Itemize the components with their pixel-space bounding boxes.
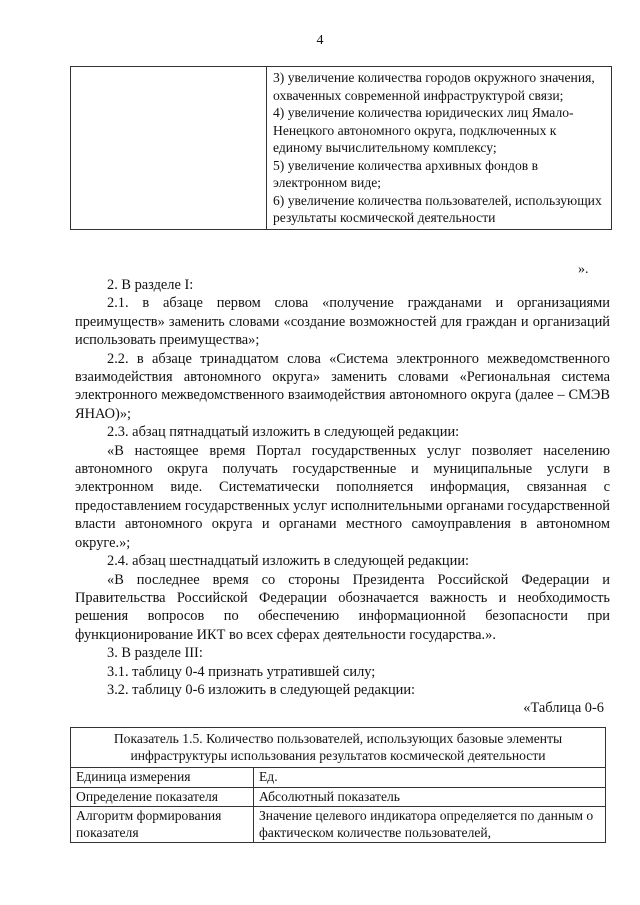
paragraph: «В настоящее время Портал государственных услуг позволяет населению автономного округа получать государственные и муниципальные услуги в электронном виде. Систематически пополняется информация, связанная с предоставлением государственных услуг исполнительными органами государственной власти автономного округа и органами местного самоуправления в автономном округе.»; [75,442,610,551]
row-value: Значение целевого индикатора определяется по данным о фактическом количестве пользователей, [254,807,606,843]
paragraph: 2.4. абзац шестнадцатый изложить в следующей редакции: [107,553,470,570]
paragraph: 2.2. в абзаце тринадцатом слова «Система электронного межведомственного взаимодействия автономного округа» заменить словами «Региональная система электронного межведомственного взаимодействия автономного округа (далее – СМЭВ ЯНАО)»; [75,350,610,422]
row-label: Определение показателя [71,787,254,807]
table-row [71,807,606,843]
list-item: 4) увеличение количества юридических лиц Ямало-Ненецкого автономного округа, подключенных к единому вычислительному комплексу; [273,105,574,155]
indicator-table [70,727,606,843]
closing-quote: ». [578,262,589,277]
body-text [75,276,610,699]
list-item: 5) увеличение количества архивных фондов в электронном виде; [273,157,538,190]
row-label: Алгоритм формирования показателя [71,807,254,843]
empty-cell [71,67,267,230]
paragraph: 3.2. таблицу 0-6 изложить в следующей редакции: [107,681,416,698]
list-item: 6) увеличение количества пользователей, использующих результаты космической деятельности [273,192,602,225]
paragraph: 2. В разделе I: [107,277,194,293]
paragraph: 2.1. в абзаце первом слова «получение гражданами и организациями преимуществ» заменить словами «создание возможностей для граждан и организаций использовать преимущества»; [75,295,610,349]
table-header: Показатель 1.5. Количество пользователей, использующих базовые элементы инфраструктуры использования результатов космической деятельности [71,728,606,768]
row-value: Ед. [254,768,606,788]
row-value: Абсолютный показатель [254,787,606,807]
list-item: 3) увеличение количества городов окружного значения, охваченных современной инфраструктурой связи; [273,70,595,103]
table-caption: «Таблица 0-6 [523,700,604,716]
paragraph: 3.1. таблицу 0-4 признать утратившей силу; [107,663,376,680]
top-table [70,66,612,230]
row-label: Единица измерения [71,768,254,788]
paragraph: «В последнее время со стороны Президента Российской Федерации и Правительства Российской Федерации обозначается важность и необходимость решения вопросов по обеспечению информационной безопасности при функционирование ИКТ во всех сферах деятельности государства.». [75,571,610,643]
table-header-row [71,728,606,768]
paragraph: 2.3. абзац пятнадцатый изложить в следующей редакции: [107,424,460,441]
table-row [71,787,606,807]
indicator-list-cell [267,67,612,230]
paragraph: 3. В разделе III: [107,645,203,662]
table-row [71,67,612,230]
table-row [71,768,606,788]
page-number: 4 [316,33,324,48]
